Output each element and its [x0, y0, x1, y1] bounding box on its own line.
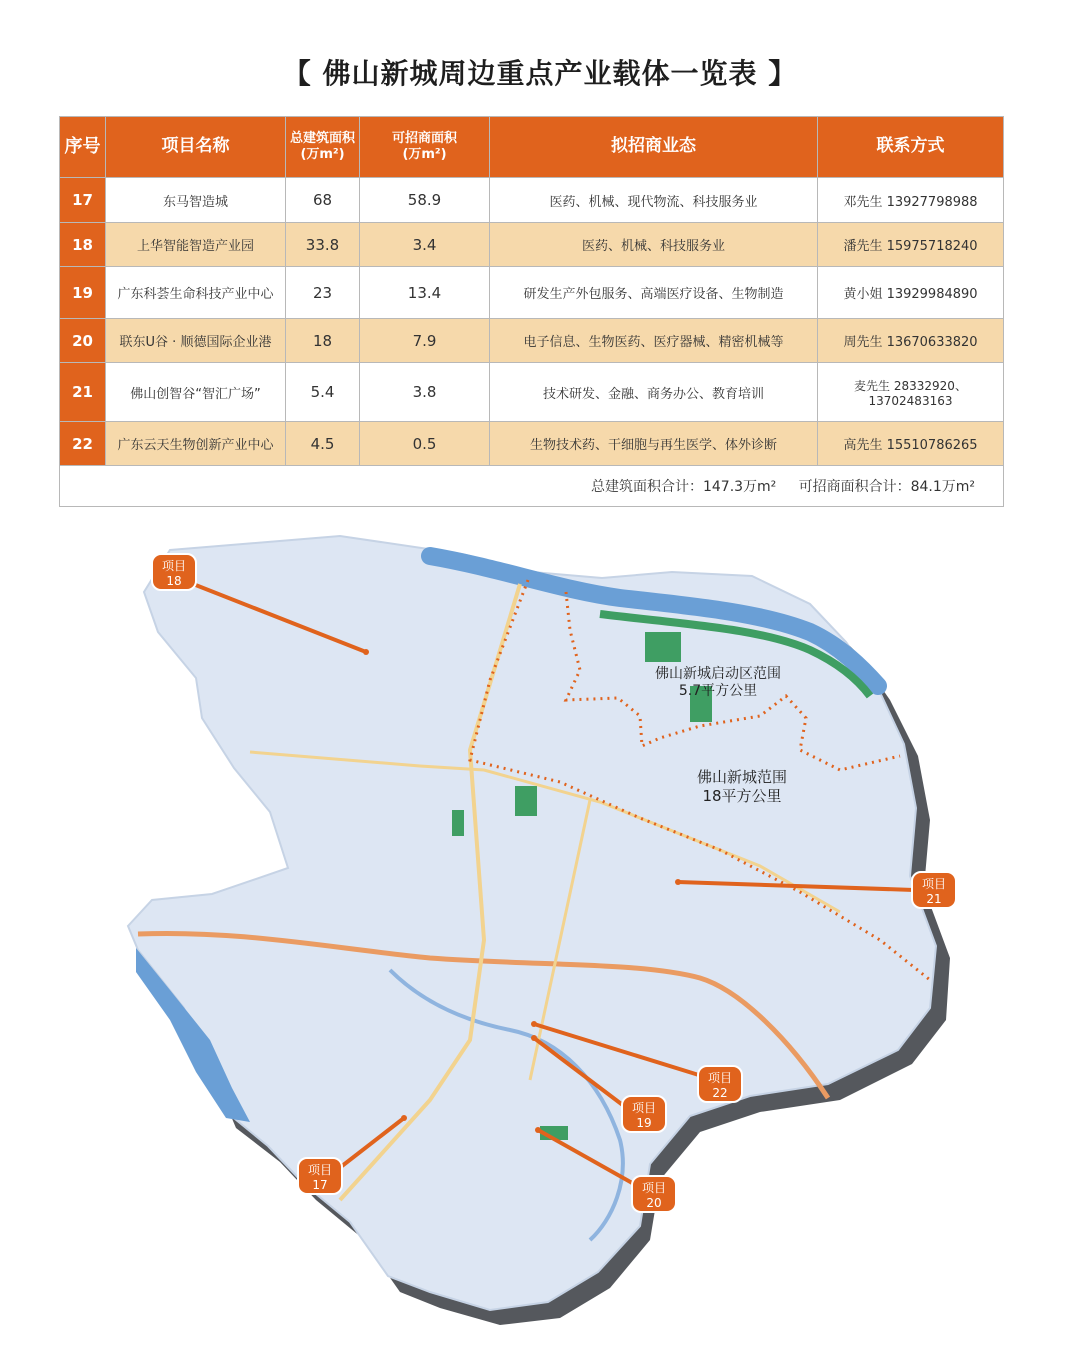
park: [452, 810, 464, 836]
business-cell: 生物技术药、干细胞与再生医学、体外诊断: [490, 422, 818, 466]
project-marker-20: [535, 1127, 541, 1133]
callout-prefix: 项目: [307, 1163, 333, 1177]
new-city-zone-area: 18平方公里: [702, 787, 782, 805]
project-name: 上华智能智造产业园: [106, 223, 286, 267]
header-name: 项目名称: [106, 117, 286, 178]
total-area-cell: 23: [286, 267, 360, 319]
project-name: 广东科荟生命科技产业中心: [106, 267, 286, 319]
callout-number: 19: [636, 1116, 652, 1130]
callout-prefix: 项目: [161, 559, 187, 573]
callout-prefix: 项目: [921, 877, 947, 891]
business-cell: 研发生产外包服务、高端医疗设备、生物制造: [490, 267, 818, 319]
totals-row: [60, 466, 1004, 507]
header-seq: 序号: [60, 117, 106, 178]
callout-number: 22: [712, 1086, 728, 1100]
total-area-cell: 68: [286, 178, 360, 223]
leasable-area-cell: 13.4: [360, 267, 490, 319]
project-name: 联东U谷 · 顺德国际企业港: [106, 319, 286, 363]
row-number: 19: [60, 267, 106, 319]
project-table: [59, 116, 1004, 507]
table-row: [60, 178, 1004, 223]
project-marker-18: [363, 649, 369, 655]
leasable-area-value: 84.1万m²: [910, 479, 975, 495]
callout-number: 17: [312, 1178, 328, 1192]
total-area-cell: 33.8: [286, 223, 360, 267]
project-marker-19: [531, 1035, 537, 1041]
header-contact: 联系方式: [818, 117, 1004, 178]
row-number: 18: [60, 223, 106, 267]
callout-number: 18: [166, 574, 182, 588]
contact-cell: 麦先生 28332920、13702483163: [818, 363, 1004, 422]
row-number: 20: [60, 319, 106, 363]
table-row: [60, 363, 1004, 422]
startup-zone-label: 佛山新城启动区范围: [655, 666, 781, 682]
page-title: 【 佛山新城周边重点产业载体一览表 】: [282, 57, 798, 90]
row-number: 21: [60, 363, 106, 422]
table-row: [60, 319, 1004, 363]
leasable-area-label: 可招商面积合计：: [798, 479, 911, 495]
table-row: [60, 223, 1004, 267]
total-area-cell: 18: [286, 319, 360, 363]
header-leasable-area: [360, 117, 490, 178]
park: [645, 632, 681, 662]
contact-cell: 周先生 13670633820: [818, 319, 1004, 363]
contact-cell: 高先生 15510786265: [818, 422, 1004, 466]
header-total-area-unit: (万m²): [300, 147, 345, 162]
header-total-area: [286, 117, 360, 178]
startup-zone-area: 5.7平方公里: [678, 683, 758, 699]
callout-18: [152, 554, 196, 590]
district-map: [0, 520, 1080, 1348]
leasable-area-cell: 3.4: [360, 223, 490, 267]
total-area-cell: 4.5: [286, 422, 360, 466]
business-cell: 医药、机械、科技服务业: [490, 223, 818, 267]
project-name: 佛山创智谷“智汇广场”: [106, 363, 286, 422]
callout-21: [912, 872, 956, 908]
business-cell: 技术研发、金融、商务办公、教育培训: [490, 363, 818, 422]
table-row: [60, 267, 1004, 319]
callout-prefix: 项目: [631, 1101, 657, 1115]
row-number: 17: [60, 178, 106, 223]
header-business: 拟招商业态: [490, 117, 818, 178]
callout-22: [698, 1066, 742, 1102]
leasable-area-cell: 0.5: [360, 422, 490, 466]
project-name: 东马智造城: [106, 178, 286, 223]
project-marker-22: [531, 1021, 537, 1027]
park: [515, 786, 537, 816]
table-header-row: [60, 117, 1004, 178]
project-marker-17: [401, 1115, 407, 1121]
leasable-area-cell: 58.9: [360, 178, 490, 223]
total-area-value: 147.3万m²: [702, 479, 777, 495]
business-cell: 医药、机械、现代物流、科技服务业: [490, 178, 818, 223]
header-leasable-area-label: 可招商面积: [391, 130, 457, 146]
project-marker-21: [675, 879, 681, 885]
header-leasable-area-unit: (万m²): [402, 147, 447, 162]
callout-prefix: 项目: [641, 1181, 667, 1195]
leasable-area-cell: 7.9: [360, 319, 490, 363]
header-total-area-label: 总建筑面积: [289, 130, 355, 146]
contact-cell: 潘先生 15975718240: [818, 223, 1004, 267]
project-name: 广东云天生物创新产业中心: [106, 422, 286, 466]
callout-number: 20: [646, 1196, 662, 1210]
callout-20: [632, 1176, 676, 1212]
total-area-cell: 5.4: [286, 363, 360, 422]
table-row: [60, 422, 1004, 466]
row-number: 22: [60, 422, 106, 466]
callout-prefix: 项目: [707, 1071, 733, 1085]
totals-cell: [60, 466, 1004, 507]
new-city-zone-label: 佛山新城范围: [696, 768, 788, 786]
leasable-area-cell: 3.8: [360, 363, 490, 422]
callout-number: 21: [926, 892, 942, 906]
business-cell: 电子信息、生物医药、医疗器械、精密机械等: [490, 319, 818, 363]
callout-19: [622, 1096, 666, 1132]
callout-17: [298, 1158, 342, 1194]
total-area-label: 总建筑面积合计：: [590, 479, 703, 495]
contact-cell: 黄小姐 13929984890: [818, 267, 1004, 319]
contact-cell: 邓先生 13927798988: [818, 178, 1004, 223]
